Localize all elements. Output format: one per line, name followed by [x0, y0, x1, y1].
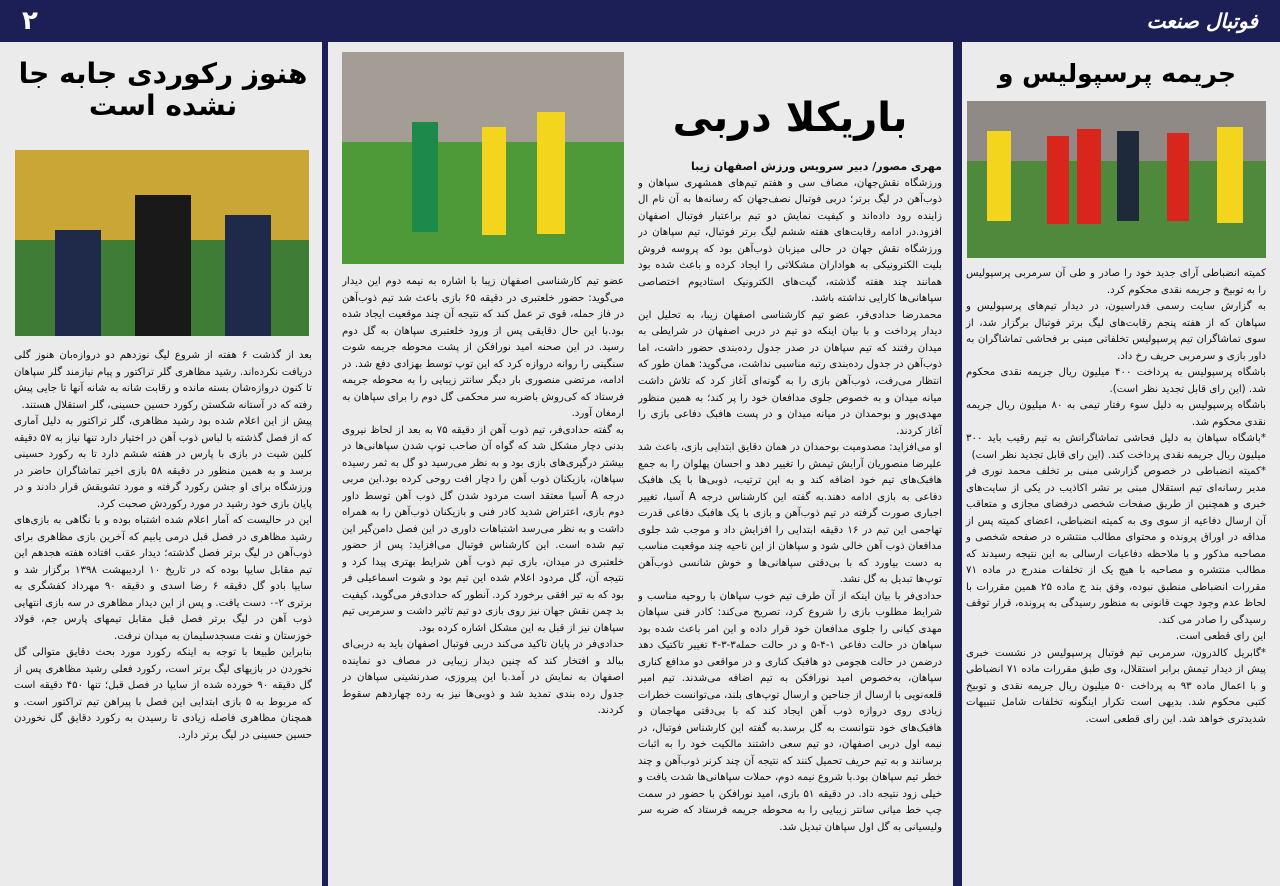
- paragraph: او می‌افزاید: مصدومیت بوحمدان در همان دقایق ابتدایی بازی، باعث شد علیرضا منصوریان آرایش تیمش را تغییر دهد و احسان پهلوان را به جمع هافبک‌های تیم خود اضافه کند و به این ترتیب، ذوبی‌ها با یک هافبک دفاعی به بازی ادامه دهند.به گفته این کارشناس درجه A آسیا، تغییر اجباری صورت گرفته در تیم ذوب‌آهن و بازی با یک هافبک دفاعی قدرت تهاجمی این تیم در ۱۶ دقیقه ابتدایی را افزایش داد و موجب شد جلوی مدافعان ذوب آهن خالی شود و سپاهان از این ناحیه چند موقعیت مناسب به دست بیاورد که با بی‌دقتی سپاهانی‌ها و خوش شانسی ذوب‌آهن توپ‌ها تبدیل به گل نشد.: [638, 442, 942, 586]
- paragraph: کمیته انضباطی آرای جدید خود را صادر و طی آن سرمربی پرسپولیس را به توبیخ و جریمه نقدی محکوم کرد.: [966, 268, 1266, 296]
- page-number: ۲: [22, 6, 38, 36]
- photo-persepolis-sepahan: [967, 101, 1266, 258]
- paragraph: باشگاه پرسپولیس به پرداخت ۴۰۰ میلیون ریال جریمه نقدی محکوم شد. (این رای قابل تجدید نظر است).: [966, 367, 1266, 395]
- photo-goalkeeper: [15, 150, 309, 336]
- article-record-body: [14, 348, 312, 878]
- article-record: [14, 58, 312, 122]
- photo-derby: [342, 52, 624, 264]
- paragraph: پیش از این اعلام شده بود رشید مظاهری، گلر تراکتور به دلیل آماری که از فصل گذشته با لباس ذوب آهن در اختیار دارد تنها نیاز به ۵۷ دقیقه کلین شیت در بازی با پارس در هفته ششم دارد تا به رکورد حسینی برسد و به همین منظور در دقیقه ۵۸ بازی اخیر تماشاگران حاضر در ورزشگاه برای او جشن رکورد گرفته و مورد تشویقش قرار دادند و در پایان بازی خود رشید در مورد رکوردش صحبت کرد.: [14, 416, 312, 510]
- derby-photo-illustration: [342, 52, 624, 264]
- paragraph: بنابراین طبیعا با توجه به اینکه رکورد مورد بحث دقایق متوالی گل نخوردن در بازیهای لیگ برتر است، رکورد فعلی رشید مظاهری پس از گل دقیقه ۹۰ خورده شده از سایپا در فصل قبل؛ تنها ۴۵۰ دقیقه است که مربوط به ۵ بازی ابتدایی این فصل با پیراهن تیم تراکتور است. و همچنان مظاهری فاصله زیادی تا رسیدن به رکورد دقایق گل نخوردن حسین حسینی در لیگ برتر دارد.: [14, 647, 312, 741]
- paragraph: این در حالیست که آمار اعلام شده اشتباه بوده و با نگاهی به بازی‌های رشید مظاهری در فصل قبل درمی یابیم که آخرین بازی مظاهری برای ذوب‌آهن در لیگ برتر فصل گذشته؛ دیدار عقب افتاده هفته هجدهم این تیم مقابل سایپا بوده که در تاریخ ۱۰ اردیبهشت ۱۳۹۸ برگزار شد و سایپا بادو گل دقیقه ۶ رضا اسدی و دقیقه ۹۰ مهرداد کفشگری به برتری ۲-۰ دست یافت. و پس از این دیدار مظاهری در سه بازی انتهایی ذوب آهن در لیگ برتر فصل قبل مقابل تیمهای پارس جم، فولاد خوزستان و نفت مسجدسلیمان به میدان نرفت.: [14, 515, 312, 642]
- paragraph: عضو تیم کارشناسی اصفهان زیبا با اشاره به نیمه دوم این دیدار می‌گوید: حضور خلعتبری در دقیقه ۶۵ بازی باعث شد تیم ذوب‌آهن در فاز حمله، قوی تر عمل کند که نتیجه آن چند موقعیت ایجاد شده بود.با این حال دقایقی پس از ورود خلعتبری سپاهان به گل دوم رسید. در این صحنه امید نورافکن از پشت محوطه جریمه شوت سنگینی را روانه دروازه کرد که این توپ توسط بهزادی دفع شد. در ادامه، مرتضی منصوری بار دیگر سانتر زیبایی را به محوطه جریمه فرستاد که کی‌روش باضربه سر محکمی گل دوم را برای سپاهان به ارمغان آورد.: [342, 276, 624, 420]
- paragraph: به گفته حدادی‌فر، تیم ذوب آهن از دقیقه ۷۵ به بعد از لحاظ نیروی بدنی دچار مشکل شد که گواه آن صاحب توپ شدن سپاهانی‌ها در بیشتر درگیری‌های بازی بود و به نظر می‌رسید دو گل به ثمر رسیده سپاهان، بازیکنان ذوب آهن را دچار افت روحی کرده بود.این مربی درجه A آسیا معتقد است مردود شدن گل ذوب آهن توسط داور دوم بازی، اعتراض شدید کادر فنی و بازیکنان ذوب‌آهن را به همراه داشت و به نظر می‌رسد اشتباهات داوری در این فصل دامن‌گیر این تیم شده است. این کارشناس فوتبال می‌افزاید: پس از حضور خلعتبری در میدان، بازی تیم ذوب آهن شرایط بهتری پیدا کرد و نتیجه آن، گل مردود اعلام شده این تیم بود و شوت اسماعیلی فر بود که به تیر افقی برخورد کرد. آنطور که حدادی‌فر می‌گوید، کیفیت بد چمن نقش جهان نیز روی بازی دو تیم تاثیر داشت و سرمربی تیم سپاهان نیز از قبل به این مشکل اشاره کرده بود.: [342, 424, 624, 634]
- paragraph: باشگاه پرسپولیس به دلیل سوء رفتار تیمی به ۸۰ میلیون ریال جریمه نقدی محکوم شد.: [966, 400, 1266, 428]
- article-discipline: [965, 48, 1269, 100]
- paragraph: *کمیته انضباطی در خصوص گزارشی مبنی بر تخلف محمد نوری فر مدیر رسانه‌ای تیم استقلال مبنی بر نشر اکاذیب در یکی از سایت‌های خبری و همچنین از طریق صفحات شخصی درفضای مجازی و متعاقب آن ارسال دفاعیه از سوی وی به کمیته انضباطی، اعضای کمیته پس از مداقه در اوراق پرونده و محتوای مطالب منتشره در صفحه شخصی و مصاحبه مذکور و با ملاحظه دفاعیات ارسالی به این نتیجه رسیدند که مطالب منتشره و مصاحبه با هیچ یک از تخلفات مندرج در ماده ۷۱ مقررات انضباطی منطبق نبوده، وفق بند ج ماده ۲۵ همین مقررات با لحاظ عدم وجود جهت قانونی به منظور رسیدگی به پرونده، قرار توقف رسیدگی را صادر می کند.: [966, 466, 1266, 626]
- article-headline: هنوز رکوردی جابه جا نشده است: [18, 57, 308, 123]
- paragraph: بعد از گذشت ۶ هفته از شروع لیگ نوزدهم دو دروازه‌بان هنوز گلی دریافت نکرده‌اند. رشید مظاهری گلر تراکتور و پیام نیازمند گلر سپاهان تا کنون دروازه‌شان بسته مانده و رقابت شانه به شانه آنها تا جایی پیش رفته که در آستانه شکستن رکورد حسین حسینی، گلر استقلال هستند.: [14, 350, 312, 411]
- column-rule: [322, 42, 328, 886]
- brand-logo: فوتبال صنعت: [1146, 9, 1258, 33]
- article-discipline-body: [966, 266, 1266, 728]
- goalkeeper-photo-illustration: [15, 150, 309, 336]
- article-derby-body-right: [638, 158, 942, 878]
- article-headline: باریکلا دربی: [672, 95, 908, 141]
- column-rule: [953, 42, 962, 886]
- article-derby: [636, 88, 944, 148]
- paragraph: ورزشگاه نقش‌جهان، مصاف سی و هفتم تیم‌های همشهری سپاهان و ذوب‌آهن در لیگ برتر؛ دربی فوتبال نصف‌جهان که رسانه‌ها به آن نام ال زاینده رود داده‌اند و کیفیت نمایش دو تیم براعتبار فوتبال اصفهان افزود.در ادامه رقابت‌های هفته ششم لیگ برتر فوتبال، تیم سپاهان در ورزشگاه نقش جهان در حالی میزبان ذوب‌آهن بود که پروسه فروش بلیت الکترونیکی به هواداران مشکلاتی را ایجاد کرده و باعث شده بود همانند چند هفته گذشته، گیت‌های الکترونیک استادیوم اختصاصی سپاهانی‌ها کارایی نداشته باشد.: [638, 177, 942, 305]
- paragraph: حدادی‌فر در پایان تاکید می‌کند دربی فوتبال اصفهان باید به دربی‌ای ببالد و افتخار کند که چنین دیدار زیبایی در مصاف دو نماینده اصفهان به نمایش در آمد.با این پیروزی، صدرنشینی سپاهان در جدول رده بندی تمدید شد و ذوبی‌ها نیز به رده چهاردهم سقوط کردند.: [342, 639, 624, 717]
- match-photo-illustration: [967, 101, 1266, 258]
- article-derby-body-left: [342, 274, 624, 878]
- paragraph: محمدرضا حدادی‌فر، عضو تیم کارشناسی اصفهان زیبا، به تحلیل این دیدار پرداخت و با بیان اینکه دو تیم در دربی اصفهان در شرایطی به میدان رفتند که تیم سپاهان در صدر جدول رده‌بندی حضور داشت، اما ذوب‌آهن در جدول رده‌بندی رتبه مناسبی نداشت، می‌گوید: همان طور که انتظار می‌رفت، ذوب‌آهن بازی را به گونه‌ای آغاز کرد که تلاش داشت میانه میدان و به خصوص جلوی مدافعان خود را پر کند؛ به همین منظور مهدی‌پور و بوحمدان در میانه میدان و در پست هافبک دفاعی بازی را آغاز کردند.: [638, 309, 942, 437]
- paragraph: *باشگاه سپاهان به دلیل فحاشی تماشاگرانش به تیم رقیب باید ۳۰۰ میلیون ریال جریمه نقدی پرداخت کند. (این رای قابل تجدید نظر است): [966, 433, 1266, 461]
- masthead-bar: [0, 0, 1280, 42]
- article-headline: جریمه پرسپولیس و: [997, 59, 1237, 88]
- paragraph: حدادی‌فر با بیان اینکه از آن طرف تیم خوب سپاهان با روحیه مناسب و شرایط مطلوب بازی را شروع کرد، تصریح می‌کند: کادر فنی سپاهان مهدی کیانی را جلوی مدافعان خود قرار داده و این امر باعث شده بود سپاهان در حالت دفاعی ۱-۴-۵ و در حالت حمله۳-۳-۴ تغییر تاکتیک دهد درضمن در حالت هجومی دو هافبک کناری و در مواقعی دو مدافع کناری سپاهان، به‌خصوص امید نورافکن به تیم اضافه می‌شدند. تیم امیر قلعه‌نویی با ارسال از جناحین و ارسال توپ‌های بلند، می‌توانست خطرات زیادی روی دروازه ذوب آهن ایجاد کند که با بی‌دقتی مهاجمان و هافبک‌های خود نتوانست به گل برسد.به گفته این کارشناس فوتبال، در نیمه اول دربی اصفهان، دو تیم سعی داشتند مالکیت خود را به اثبات برسانند و به تیم حریف تحمیل کنند که نتیجه آن چند کرنر ذوب‌آهن و چند خطر تیم سپاهان بود.با شروع نیمه دوم، حملات سپاهانی‌ها شدت یافت و خیلی زود نتیجه داد. در دقیقه ۵۱ بازی، امید نورافکن با حضور در سمت چپ خط میانی سانتر زیبایی را به محوطه جریمه فرستاد که ضربه سر ولیسیانی به گل اول سپاهان تبدیل شد.: [638, 590, 942, 833]
- paragraph: به گزارش سایت رسمی فدراسیون، در دیدار تیم‌های پرسپولیس و سپاهان که از هفته پنجم رقابت‌های لیگ برتر فوتبال برگزار شد، از سوی تماشاگران تیم پرسپولیس تخلفاتی مبنی بر فحاشی تماشاگران به داور بازی و سرمربی حریف رخ داد.: [966, 301, 1266, 362]
- paragraph: این رای قطعی است.: [1175, 631, 1266, 643]
- byline: مهری مصور/ دبیر سرویس ورزش اصفهان زیبا: [690, 160, 942, 173]
- paragraph: *گابریل کالدرون، سرمربی تیم فوتبال پرسپولیس در نشست خبری پیش از دیدار تیمش برابر استقلال، وی طبق مقررات ماده ۷۱ انضباطی و با اعمال ماده ۹۳ به پرداخت ۵۰ میلیون ریال جریمه نقدی و توبیخ کتبی محکوم شد. بدیهی است تکرار اینگونه تخلفات شامل تنبیهات شدیدتری خواهد شد. این رای قطعی است.: [966, 647, 1266, 725]
